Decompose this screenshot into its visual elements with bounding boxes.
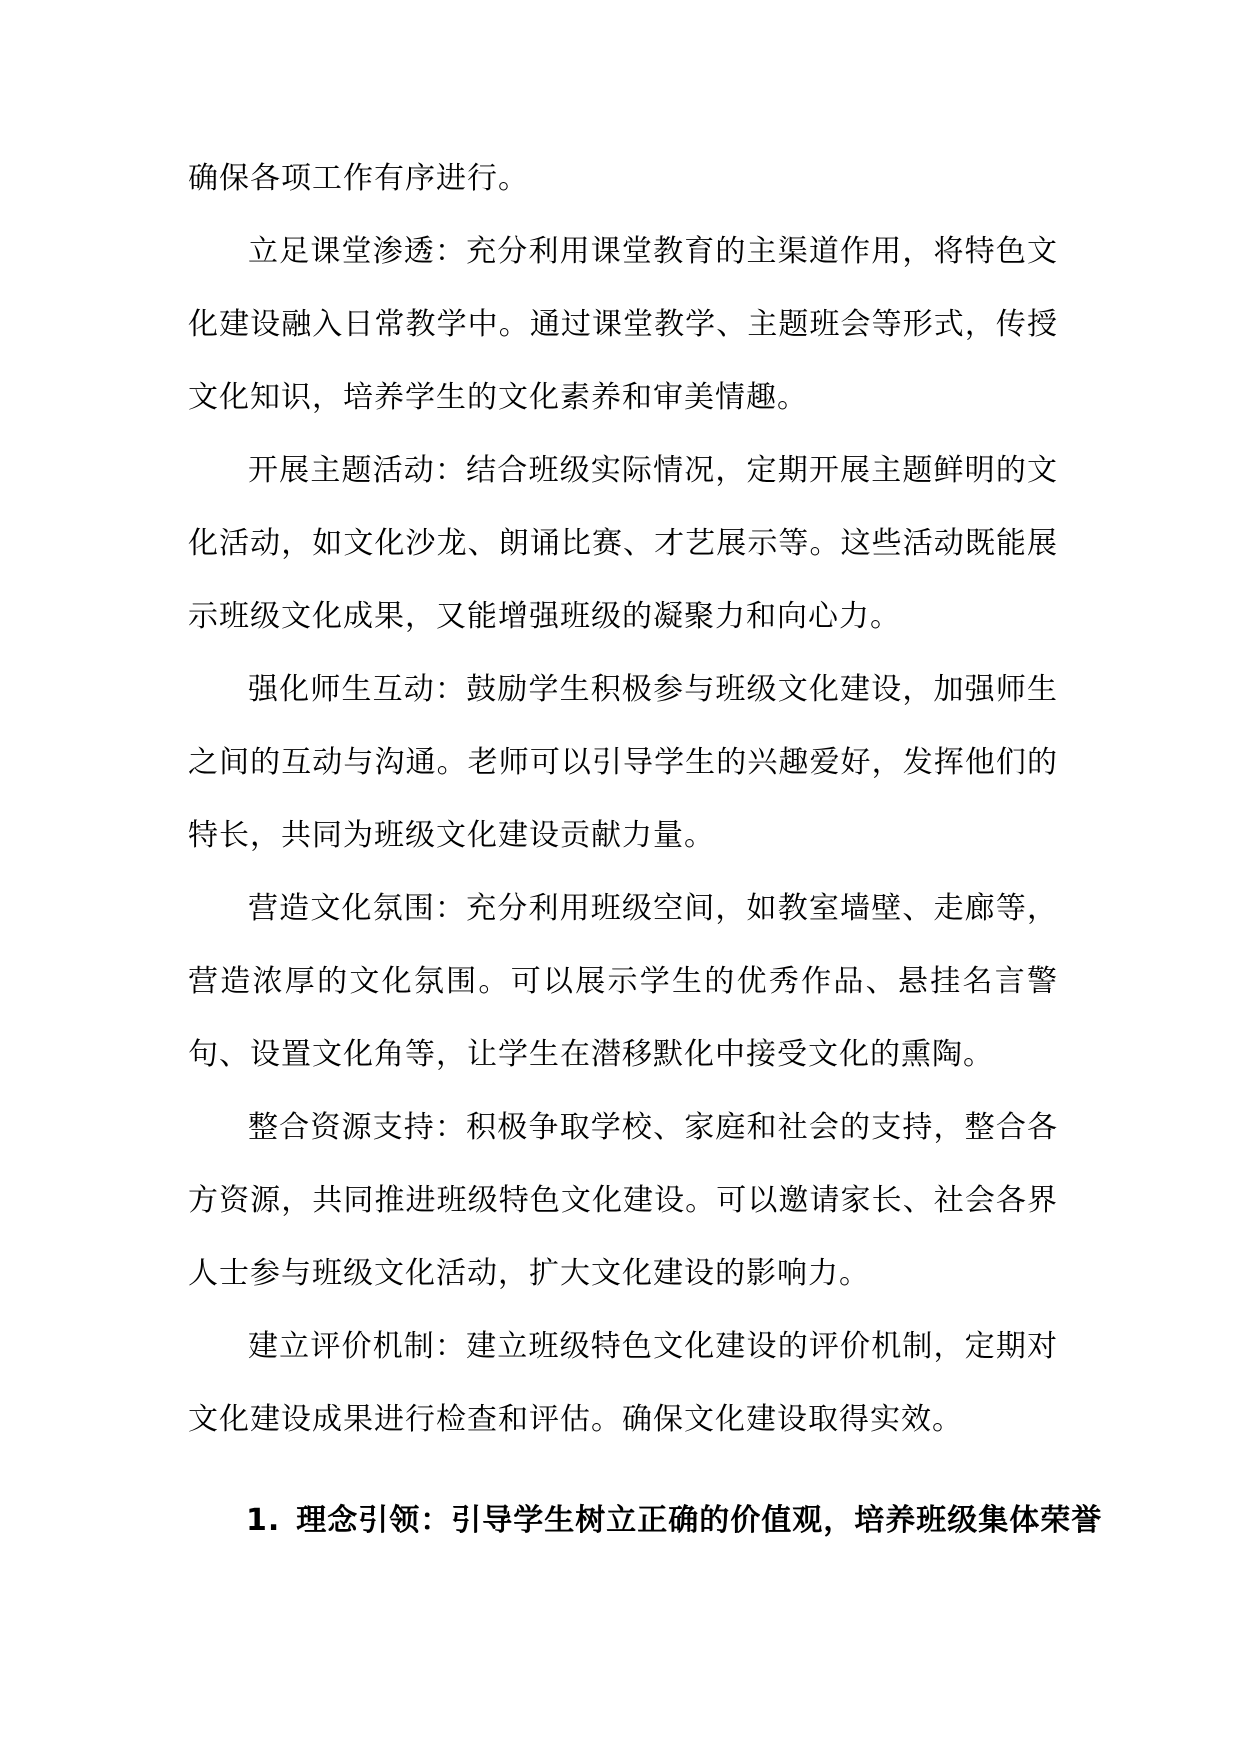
paragraph-classroom: 立足课堂渗透：充分利用课堂教育的主渠道作用，将特色文化建设融入日常教学中。通过课堂教学、主题班会等形式，传授文化知识，培养学生的文化素养和审美情趣。 bbox=[188, 234, 1058, 415]
paragraph-activities: 开展主题活动：结合班级实际情况，定期开展主题鲜明的文化活动，如文化沙龙、朗诵比赛、才艺展示等。这些活动既能展示班级文化成果，又能增强班级的凝聚力和向心力。 bbox=[188, 453, 1058, 634]
paragraph-evaluation: 建立评价机制：建立班级特色文化建设的评价机制，定期对文化建设成果进行检查和评估。确保文化建设取得实效。 bbox=[188, 1329, 1058, 1437]
section-heading bbox=[188, 1484, 1103, 1557]
document-body bbox=[188, 142, 1103, 1557]
heading-text: 理念引领：引导学生树立正确的价值观，培养班级集体荣誉 bbox=[296, 1503, 1103, 1538]
paragraph-continuation: 确保各项工作有序进行。 bbox=[188, 161, 529, 196]
paragraph-interaction: 强化师生互动：鼓励学生积极参与班级文化建设，加强师生之间的互动与沟通。老师可以引导学生的兴趣爱好，发挥他们的特长，共同为班级文化建设贡献力量。 bbox=[188, 672, 1058, 853]
paragraph-resources: 整合资源支持：积极争取学校、家庭和社会的支持，整合各方资源，共同推进班级特色文化建设。可以邀请家长、社会各界人士参与班级文化活动，扩大文化建设的影响力。 bbox=[188, 1110, 1058, 1291]
paragraph-atmosphere: 营造文化氛围：充分利用班级空间，如教室墙壁、走廊等，营造浓厚的文化氛围。可以展示学生的优秀作品、悬挂名言警句、设置文化角等，让学生在潜移默化中接受文化的熏陶。 bbox=[188, 891, 1058, 1072]
heading-number: 1. bbox=[246, 1503, 281, 1538]
